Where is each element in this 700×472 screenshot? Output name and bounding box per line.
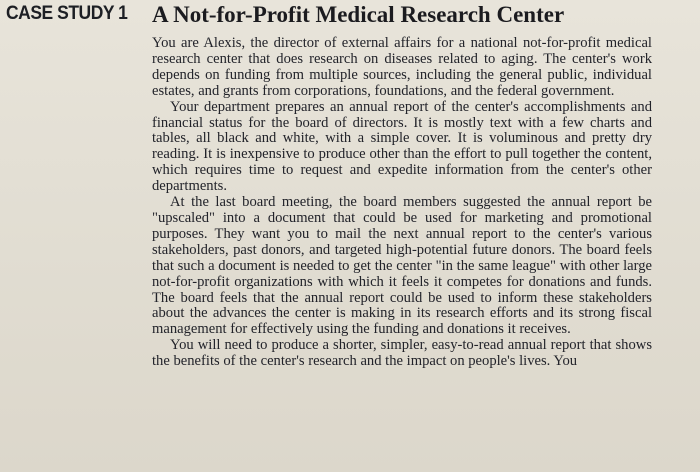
paragraph-4: You will need to produce a shorter, simpler, easy-to-read annual report that shows the benefits of the center's research and the impact on people's lives. You (152, 337, 652, 370)
case-study-label: CASE STUDY 1 (6, 3, 128, 24)
case-study-title: A Not-for-Profit Medical Research Center (152, 2, 565, 27)
paragraph-2: Your department prepares an annual report of the center's accomplishments and financial status for the board of directors. It is mostly text with a few charts and tables, all black and white, with a simple cover. It is voluminous and pretty dry reading. It is inexpensive to produce other than the effort to pull together the content, which requires time to request and expedite information from the center's other departments. (152, 98, 652, 195)
paragraph-3: At the last board meeting, the board members suggested the annual report be "upscaled" into a document that could be used for marketing and promotional purposes. They want you to mail the next annual report to the center's various stakeholders, past donors, and targeted high-potential future donors. The board feels that such a document is needed to get the center "in the same league" with other large not-for-profit organizations with which it feels it competes for donations and funds. The board feels that the annual report could be used to inform these stakeholders about the advances the center is making in its research efforts and its strong fiscal management for effectively using the funding and donations it receives. (152, 194, 652, 338)
paragraph-1: You are Alexis, the director of external affairs for a national not-for-profit medical research center that does research on diseases related to aging. The center's work depends on funding from multiple sources, including the general public, individual estates, and grants from corporations, foundations, and the federal government. (152, 35, 652, 99)
case-study-body (152, 36, 652, 370)
